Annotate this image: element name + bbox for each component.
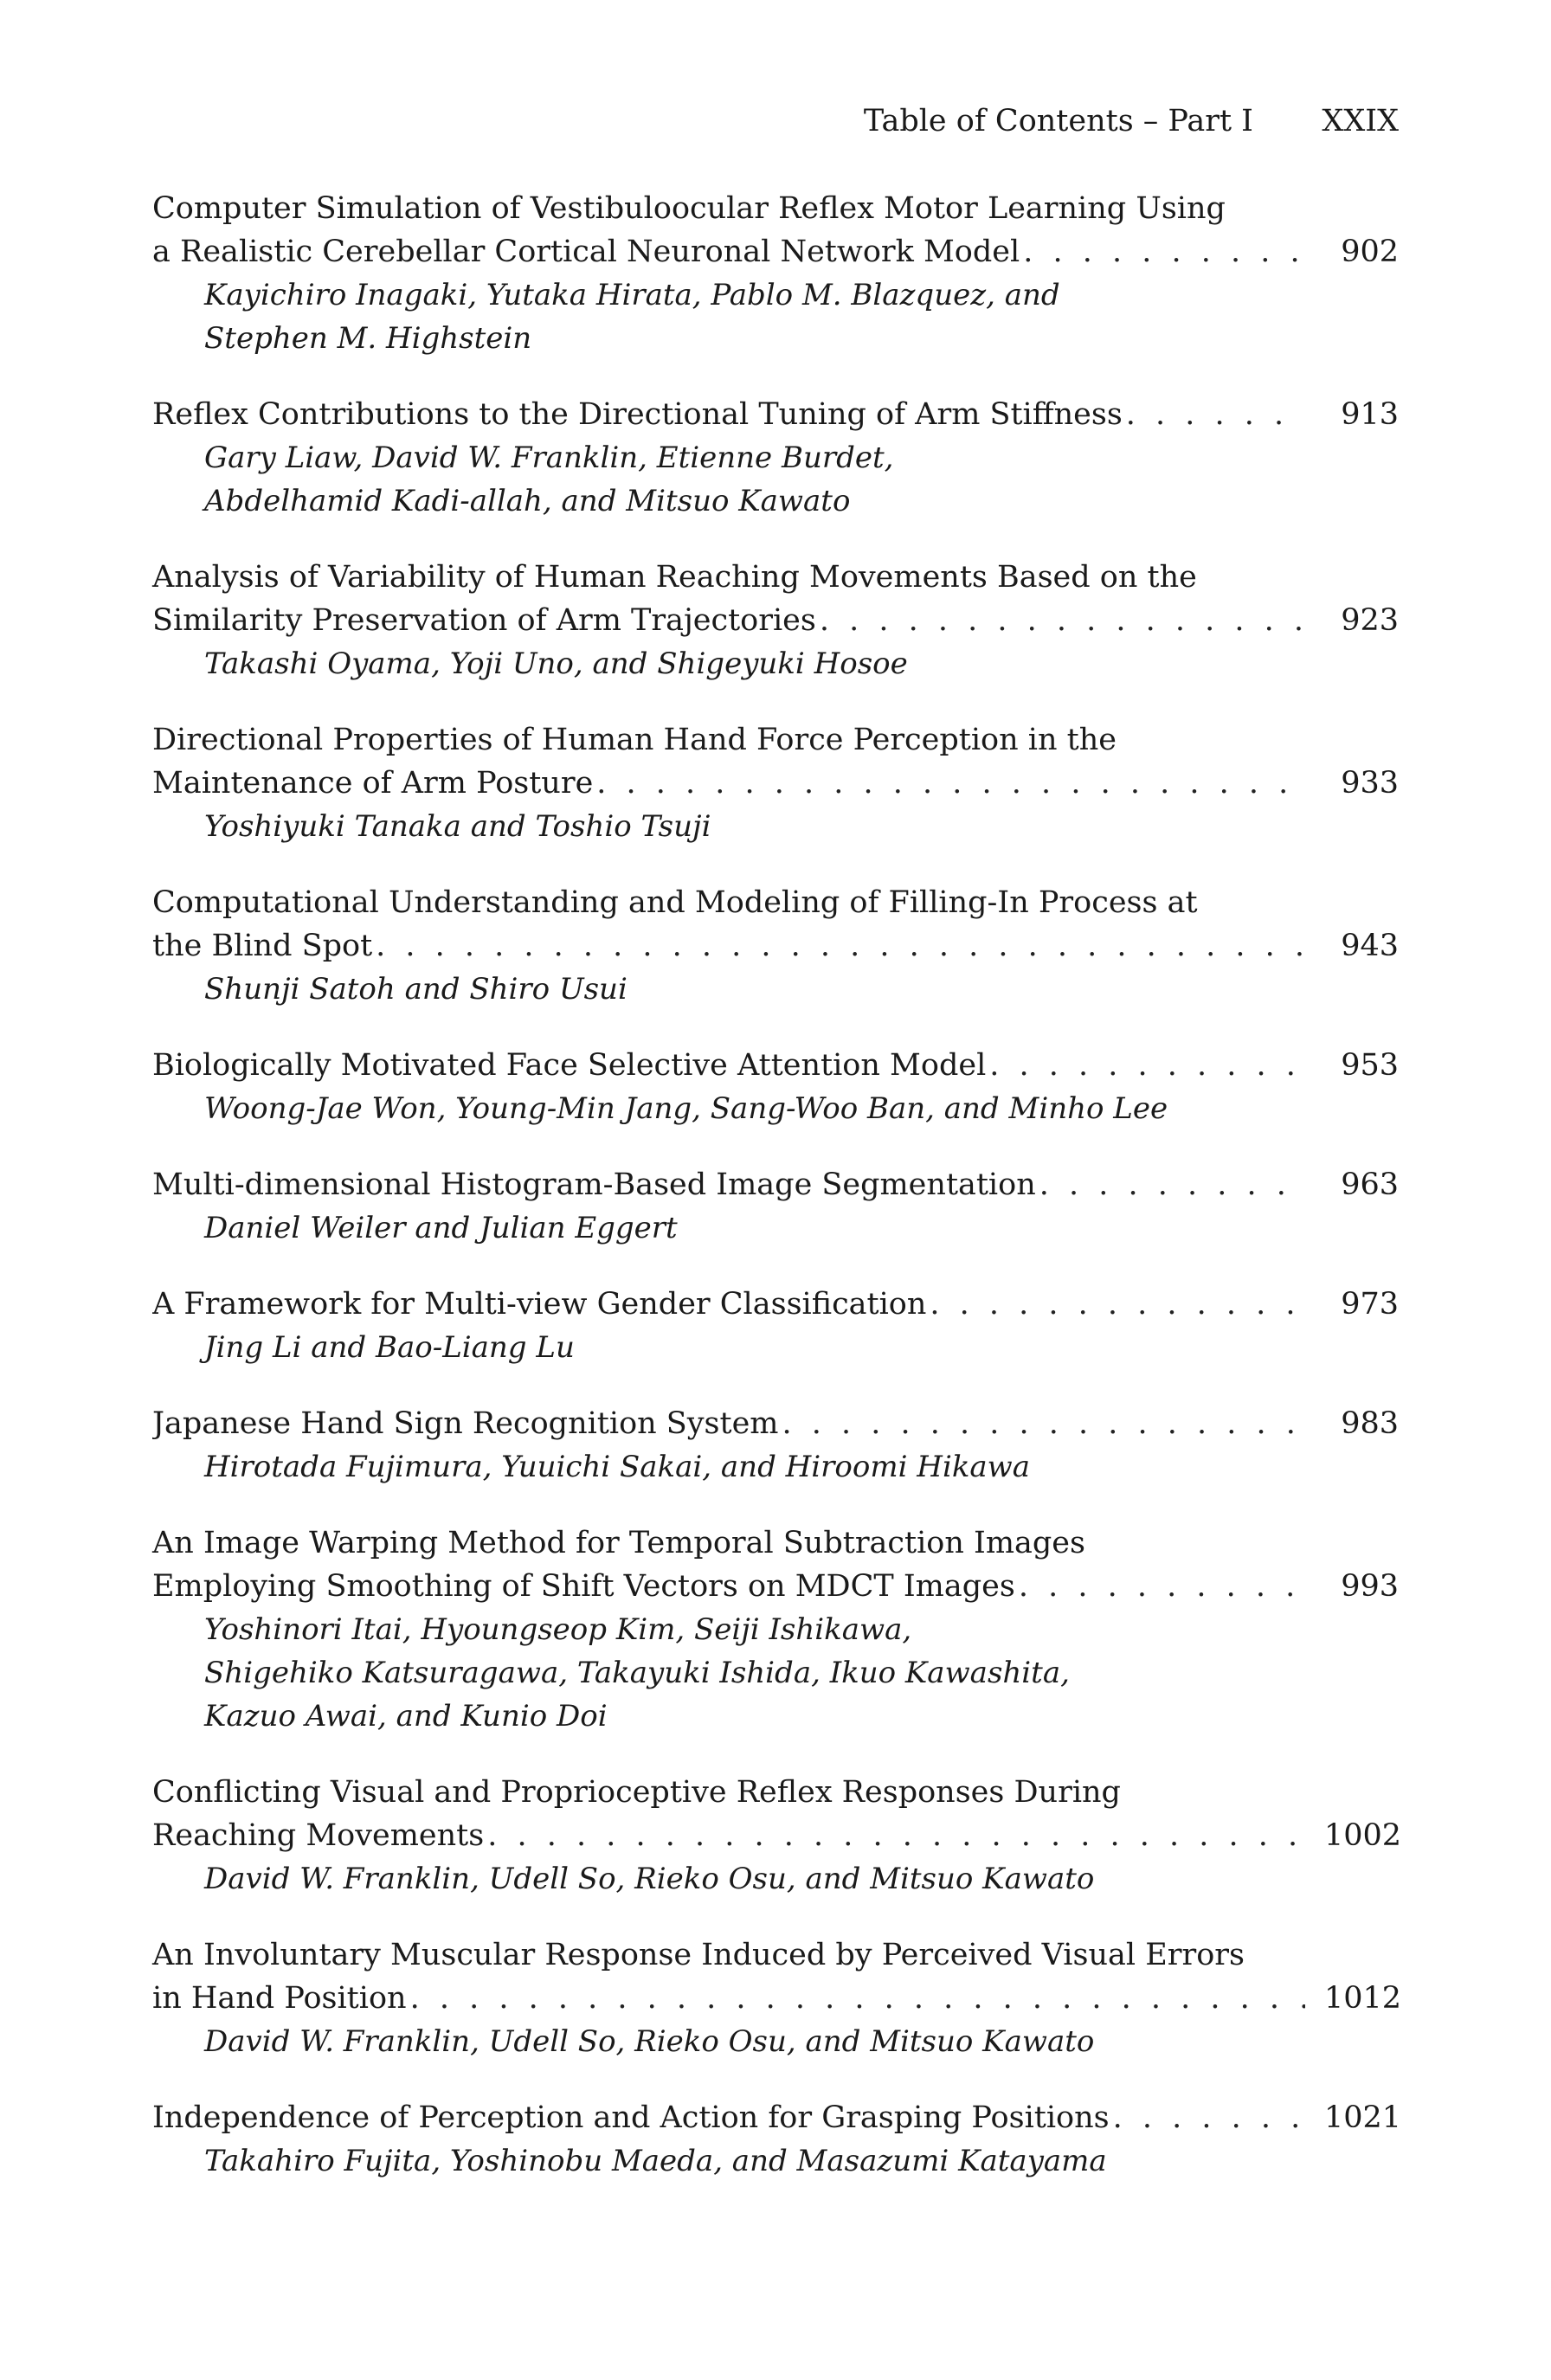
toc-entry-authors: Abdelhamid Kadi-allah, and Mitsuo Kawato	[204, 484, 851, 518]
toc-entry-title-line	[152, 1521, 1399, 1565]
toc-entry-title-line	[152, 556, 1399, 599]
toc-entry-page-number: 1021	[1324, 2100, 1402, 2135]
toc-entry-authors: Daniel Weiler and Julian Eggert	[204, 1211, 678, 1245]
dot-leader	[1126, 393, 1305, 436]
toc-entry-title-line	[152, 1814, 1402, 1857]
dot-leader	[930, 1283, 1305, 1326]
toc-entry-authors: David W. Franklin, Udell So, Rieko Osu, and Mitsuo Kawato	[204, 2024, 1095, 2059]
toc-entry-title: Computer Simulation of Vestibuloocular Reflex Motor Learning Using	[152, 191, 1226, 226]
toc-entry-title-line	[152, 187, 1399, 230]
toc-entry-title: An Involuntary Muscular Response Induced by Perceived Visual Errors	[152, 1938, 1245, 1972]
toc-entry-title-line	[152, 1565, 1399, 1608]
toc-entry-page-number: 1002	[1324, 1818, 1402, 1853]
toc-entry-title: a Realistic Cerebellar Cortical Neuronal Network Model	[152, 235, 1020, 269]
toc-entry-title-line	[152, 924, 1399, 968]
toc-entry[interactable]	[152, 1771, 1402, 1901]
toc-entry-title: Computational Understanding and Modeling of Filling-In Process at	[152, 885, 1198, 920]
toc-entry-page-number: 973	[1341, 1287, 1399, 1322]
running-head-page-number: XXIX	[1322, 104, 1399, 138]
toc-entry-page-number: 983	[1341, 1406, 1399, 1441]
toc-entry[interactable]	[152, 1283, 1399, 1369]
toc-entry-title: Employing Smoothing of Shift Vectors on MDCT Images	[152, 1569, 1015, 1604]
toc-entry-title-line	[152, 230, 1399, 273]
toc-entry-authors: Shunji Satoh and Shiro Usui	[204, 972, 627, 1007]
toc-entry-title: An Image Warping Method for Temporal Subtraction Images	[152, 1526, 1085, 1560]
running-head-title: Table of Contents – Part I	[863, 104, 1253, 138]
toc-entry-title: Similarity Preservation of Arm Trajectories	[152, 603, 816, 638]
toc-entry-title: Maintenance of Arm Posture	[152, 766, 594, 801]
toc-entry-authors: David W. Franklin, Udell So, Rieko Osu, and Mitsuo Kawato	[204, 1862, 1095, 1896]
toc-entry-page-number: 953	[1341, 1048, 1399, 1083]
toc-entry-authors: Jing Li and Bao-Liang Lu	[204, 1330, 575, 1365]
toc-entry-page-number: 933	[1341, 766, 1399, 801]
toc-entry-title: A Framework for Multi-view Gender Classification	[152, 1287, 927, 1322]
toc-entry[interactable]	[152, 1163, 1399, 1250]
dot-leader	[410, 1977, 1305, 2020]
toc-entry-title-line	[152, 1283, 1399, 1326]
toc-entry-title: Directional Properties of Human Hand Force Perception in the	[152, 723, 1117, 757]
dot-leader	[1113, 2096, 1305, 2139]
toc-entry-authors: Takashi Oyama, Yoji Uno, and Shigeyuki Hosoe	[204, 646, 908, 681]
toc-entry-title: Reflex Contributions to the Directional Tuning of Arm Stiffness	[152, 397, 1123, 432]
dot-leader	[1023, 230, 1305, 273]
toc-entry[interactable]	[152, 881, 1399, 1011]
toc-entry-authors: Stephen M. Highstein	[204, 321, 532, 356]
toc-entry-page-number: 902	[1341, 235, 1399, 269]
dot-leader	[596, 762, 1305, 805]
toc-entry-authors: Yoshinori Itai, Hyoungseop Kim, Seiji Ishikawa,	[204, 1612, 912, 1647]
toc-entry-authors: Hirotada Fujimura, Yuuichi Sakai, and Hiroomi Hikawa	[204, 1450, 1031, 1484]
toc-entry-title-line	[152, 881, 1399, 924]
toc-entry-authors: Shigehiko Katsuragawa, Takayuki Ishida, Ikuo Kawashita,	[204, 1656, 1070, 1690]
toc-entry-authors: Kazuo Awai, and Kunio Doi	[204, 1699, 608, 1734]
toc-entry-title: Independence of Perception and Action for Grasping Positions	[152, 2100, 1110, 2135]
toc-entry[interactable]	[152, 1521, 1399, 1738]
toc-entry-title-line	[152, 1771, 1399, 1814]
toc-entry[interactable]	[152, 187, 1399, 360]
toc-entry-title-line	[152, 1163, 1399, 1206]
toc-entry[interactable]	[152, 2096, 1402, 2183]
dot-leader	[1039, 1163, 1305, 1206]
table-of-contents	[152, 187, 1402, 2216]
toc-entry-title-line	[152, 762, 1399, 805]
toc-entry[interactable]	[152, 1933, 1402, 2063]
toc-entry-title-line	[152, 393, 1399, 436]
toc-entry-title: Analysis of Variability of Human Reaching Movements Based on the	[152, 560, 1197, 595]
toc-entry-page-number: 923	[1341, 603, 1399, 638]
toc-entry-authors: Gary Liaw, David W. Franklin, Etienne Burdet,	[204, 441, 894, 475]
dot-leader	[487, 1814, 1305, 1857]
dot-leader	[989, 1044, 1305, 1087]
toc-entry-title: in Hand Position	[152, 1981, 407, 2016]
toc-entry-title-line	[152, 718, 1399, 762]
toc-entry-title-line	[152, 1977, 1402, 2020]
running-head	[152, 99, 1399, 144]
toc-entry-title-line	[152, 1402, 1399, 1445]
toc-entry-authors: Woong-Jae Won, Young-Min Jang, Sang-Woo Ban, and Minho Lee	[204, 1091, 1168, 1126]
toc-entry-page-number: 913	[1341, 397, 1399, 432]
toc-entry-title: Japanese Hand Sign Recognition System	[152, 1406, 779, 1441]
toc-entry-page-number: 1012	[1324, 1981, 1402, 2016]
toc-entry-title: Biologically Motivated Face Selective Attention Model	[152, 1048, 987, 1083]
toc-entry[interactable]	[152, 718, 1399, 848]
toc-entry-page-number: 963	[1341, 1167, 1399, 1202]
toc-entry-authors: Takahiro Fujita, Yoshinobu Maeda, and Masazumi Katayama	[204, 2144, 1107, 2178]
toc-entry-title-line	[152, 2096, 1402, 2139]
toc-entry-page-number: 943	[1341, 929, 1399, 963]
dot-leader	[1019, 1565, 1305, 1608]
toc-entry-title: the Blind Spot	[152, 929, 373, 963]
dot-leader	[782, 1402, 1305, 1445]
toc-entry[interactable]	[152, 1044, 1399, 1130]
toc-entry[interactable]	[152, 556, 1399, 685]
toc-entry-title: Conflicting Visual and Proprioceptive Reflex Responses During	[152, 1775, 1121, 1810]
dot-leader	[376, 924, 1305, 968]
toc-entry-title: Reaching Movements	[152, 1818, 485, 1853]
toc-entry-title-line	[152, 1044, 1399, 1087]
toc-entry-authors: Yoshiyuki Tanaka and Toshio Tsuji	[204, 809, 711, 844]
toc-entry-title: Multi-dimensional Histogram-Based Image Segmentation	[152, 1167, 1036, 1202]
toc-entry-page-number: 993	[1341, 1569, 1399, 1604]
toc-entry-title-line	[152, 1933, 1399, 1977]
dot-leader	[820, 599, 1305, 642]
toc-entry-title-line	[152, 599, 1399, 642]
toc-entry[interactable]	[152, 1402, 1399, 1489]
toc-entry[interactable]	[152, 393, 1399, 523]
toc-entry-authors: Kayichiro Inagaki, Yutaka Hirata, Pablo M. Blazquez, and	[204, 278, 1060, 312]
